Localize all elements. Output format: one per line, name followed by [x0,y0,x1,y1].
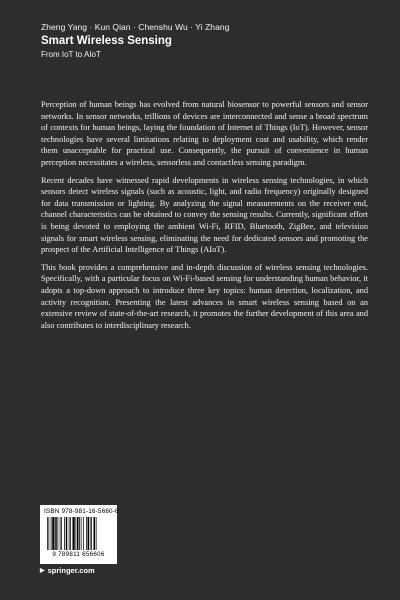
blurb-paragraph-2: Recent decades have witnessed rapid developments in wireless sensing technologies, in which sensors detect wireless signals (such as acoustic, light, and radio frequency) originally designed for data transmission or lighting. By analyzing the signal measurements on the receiver end, channel characteristics can be obtained to convey the sensing results. Currently, significant effort is being devoted to employing the ambient Wi-Fi, RFID, Bluetooth, ZigBee, and television signals for smart wireless sensing, eliminating the need for dedicated sensors and promoting the prospect of the Artificial Intelligence of Things (AIoT). [41,175,368,255]
publisher-url: springer.com [47,566,95,575]
barcode [40,505,117,564]
blurb [41,99,368,337]
barcode-bars [46,517,112,550]
barcode-digits: 9 789811 656606 [52,551,105,558]
book-title: Smart Wireless Sensing [41,35,172,47]
isbn: ISBN 978-981-16-5660-6 [44,508,119,515]
publisher-link[interactable] [40,566,95,575]
blurb-paragraph-3: This book provides a comprehensive and in-depth discussion of wireless sensing technologies. Specifically, with a particular focus on Wi-Fi-based sensing for understanding human behavior, it adopts a top-down approach to introduce three key topics: human detection, localization, and activity recognition. Presenting the latest advances in smart wireless sensing based on an extensive review of state-of-the-art research, it promotes the further development of this area and also contributes to interdisciplinary research. [41,262,368,330]
book-subtitle: From IoT to AIoT [41,50,101,59]
blurb-paragraph-1: Perception of human beings has evolved from natural biosensor to powerful sensors and sensor networks. In sensor networks, trillions of devices are interconnected and sense a broad spectrum of contexts for human beings, laying the foundation of Internet of Things (IoT). However, sensor technologies have several limitations relating to deployment cost and usability, which render them unacceptable for practical use. Consequently, the pursuit of convenience in human perception necessitates a wireless, sensorless and contactless sensing paradigm. [41,100,368,167]
authors: Zheng Yang · Kun Qian · Chenshu Wu · Yi Zhang [41,22,230,32]
cover-header [41,22,371,59]
arrow-icon: ▶ [40,568,45,574]
